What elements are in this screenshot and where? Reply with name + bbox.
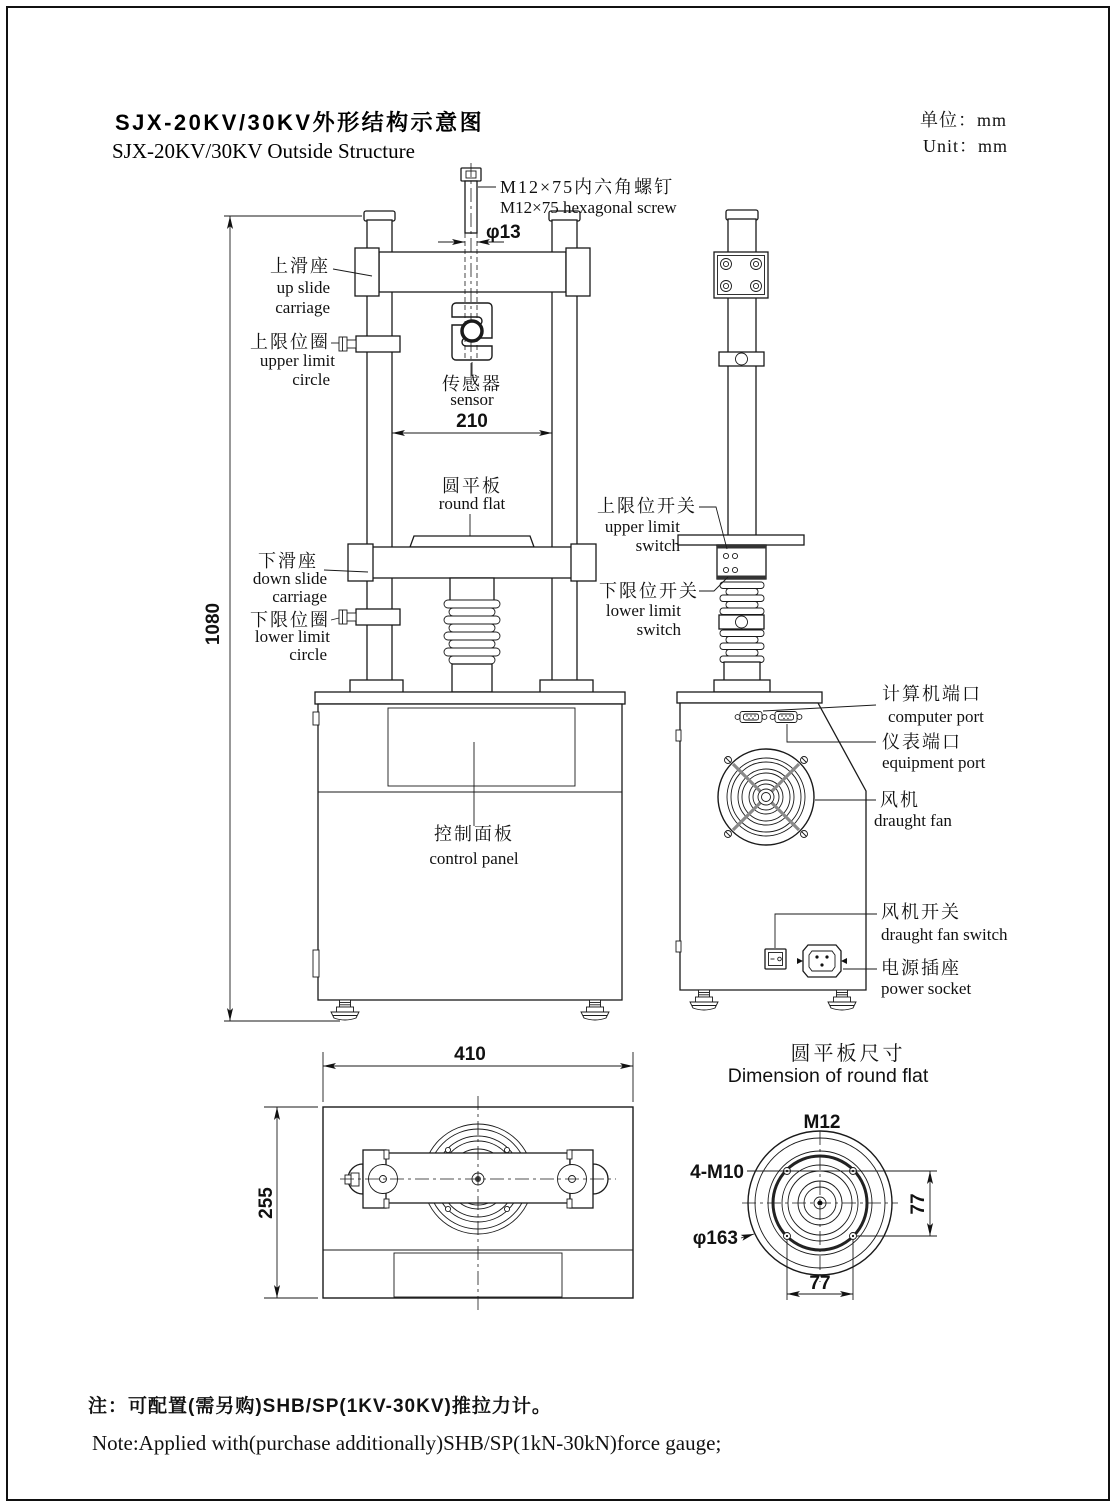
flat-view-title-en: Dimension of round flat: [727, 1065, 929, 1087]
side-clamp-ring-upper: [719, 352, 764, 366]
front-up-slide-carriage: [355, 248, 590, 296]
equipment-port-connector: [770, 712, 802, 723]
page-title-en: SJX-20KV/30KV Outside Structure: [112, 139, 415, 163]
side-view: [597, 210, 1008, 1010]
side-top-plate: [714, 252, 768, 298]
side-bellows-upper: [720, 582, 764, 615]
fan-switch-label-cn: 风机开关: [881, 902, 961, 922]
label-dia163-text: φ163: [692, 1228, 738, 1249]
label-4m10-text: 4-M10: [690, 1162, 744, 1183]
round-flat-label-cn: 圆平板: [442, 476, 502, 496]
dim-410-text: 410: [454, 1044, 486, 1065]
label-dia163: [693, 1228, 754, 1249]
label-upper-limit-switch: [597, 496, 727, 555]
lower-circle-label-en1: lower limit: [254, 627, 330, 646]
side-clamp-ring-lower: [719, 615, 764, 629]
round-flat-view: [690, 1042, 937, 1300]
dim-hole-spacing-v: [857, 1171, 937, 1236]
note-line-en: Note:Applied with(purchase additionally)SHB/SP(1kN-30kN)force gauge;: [92, 1431, 722, 1455]
lower-circle-label-cn: 下限位圈: [250, 610, 330, 630]
front-upper-limit-circle: [339, 336, 400, 352]
side-limit-switch-block: [717, 545, 766, 579]
dim-77v-text: 77: [908, 1193, 929, 1215]
side-power-socket: [797, 945, 847, 977]
side-fan-switch: [765, 949, 786, 969]
dim-255-text: 255: [256, 1187, 277, 1219]
dim-dia13-text: φ13: [486, 222, 521, 243]
dim-base-width: [323, 1044, 633, 1102]
computer-port-label-cn: 计算机端口: [882, 684, 982, 704]
computer-port-label-en: computer port: [888, 707, 984, 726]
lower-circle-label-en2: circle: [289, 645, 327, 664]
down-slide-label-cn: 下滑座: [258, 551, 318, 571]
front-sensor: [442, 303, 502, 409]
lower-switch-label-cn: 下限位开关: [599, 581, 699, 601]
power-socket-label-cn: 电源插座: [881, 958, 961, 978]
front-bellows: [444, 578, 500, 692]
dim-1080-text: 1080: [203, 602, 224, 646]
round-flat-label-en: round flat: [438, 494, 506, 513]
dim-210-text: 210: [456, 411, 488, 432]
page-title-cn: SJX-20KV/30KV外形结构示意图: [115, 110, 485, 135]
lower-switch-label-en1: lower limit: [605, 601, 681, 620]
front-foot-right: [581, 1000, 609, 1020]
upper-switch-label-en2: switch: [635, 536, 680, 555]
fan-switch-label-en: draught fan switch: [881, 925, 1008, 944]
computer-port-connector: [735, 712, 767, 723]
front-control-panel: [388, 708, 575, 786]
top-view: [256, 1044, 633, 1312]
sensor-hole: [462, 321, 482, 341]
dim-screw-dia: [438, 222, 521, 243]
fan-label-cn: 风机: [880, 790, 920, 810]
down-slide-label-en2: carriage: [272, 587, 327, 606]
front-lower-limit-circle: [339, 609, 400, 625]
side-foot-right: [828, 990, 856, 1010]
dim-column-span: [392, 411, 552, 433]
unit-label-cn: 单位：mm: [920, 110, 1008, 130]
front-foot-left: [331, 1000, 359, 1020]
front-cabinet: [313, 692, 625, 1020]
label-upper-limit-circle: [250, 332, 339, 389]
lower-switch-label-en2: switch: [636, 620, 681, 639]
upper-circle-label-cn: 上限位圈: [250, 332, 330, 352]
fan-label-en: draught fan: [874, 811, 952, 830]
label-hex-screw: [478, 177, 677, 217]
up-slide-label-cn: 上滑座: [270, 256, 330, 276]
flat-view-title-cn: 圆平板尺寸: [790, 1043, 906, 1065]
upper-switch-label-en1: upper limit: [604, 517, 680, 536]
equipment-port-label-cn: 仪表端口: [882, 732, 962, 752]
note-line-cn: 注：可配置(需另购)SHB/SP(1KV-30KV)推拉力计。: [88, 1396, 552, 1417]
note: [88, 1394, 721, 1455]
upper-circle-label-en1: upper limit: [259, 351, 335, 370]
unit-label-en: Unit：mm: [923, 136, 1009, 156]
label-round-flat: [439, 476, 506, 540]
control-panel-label-en: control panel: [429, 849, 519, 868]
side-round-flat-edge: [678, 535, 804, 545]
screw-label-cn: M12×75内六角螺钉: [500, 177, 675, 197]
up-slide-label-en1: up slide: [276, 278, 330, 297]
upper-switch-label-cn: 上限位开关: [597, 496, 697, 516]
sensor-label-en: sensor: [450, 390, 494, 409]
dim-base-depth: [256, 1107, 318, 1298]
control-panel-label-cn: 控制面板: [434, 824, 514, 844]
screw-label-en: M12×75 hexagonal screw: [500, 198, 677, 217]
up-slide-label-en2: carriage: [275, 298, 330, 317]
down-slide-label-en1: down slide: [252, 569, 327, 588]
power-socket-label-en: power socket: [881, 979, 972, 998]
upper-circle-label-en2: circle: [292, 370, 330, 389]
label-lower-limit-switch: [599, 577, 728, 639]
side-foot-left: [690, 990, 718, 1010]
round-flat-plate: [410, 536, 534, 547]
label-lower-limit-circle: [250, 610, 339, 664]
label-m12: M12: [803, 1112, 841, 1133]
side-bellows-lower: [714, 630, 770, 692]
header: [112, 110, 1008, 163]
equipment-port-label-en: equipment port: [882, 753, 986, 772]
sensor-label-cn: 传感器: [442, 374, 502, 394]
dim-77h-text: 77: [809, 1273, 831, 1294]
